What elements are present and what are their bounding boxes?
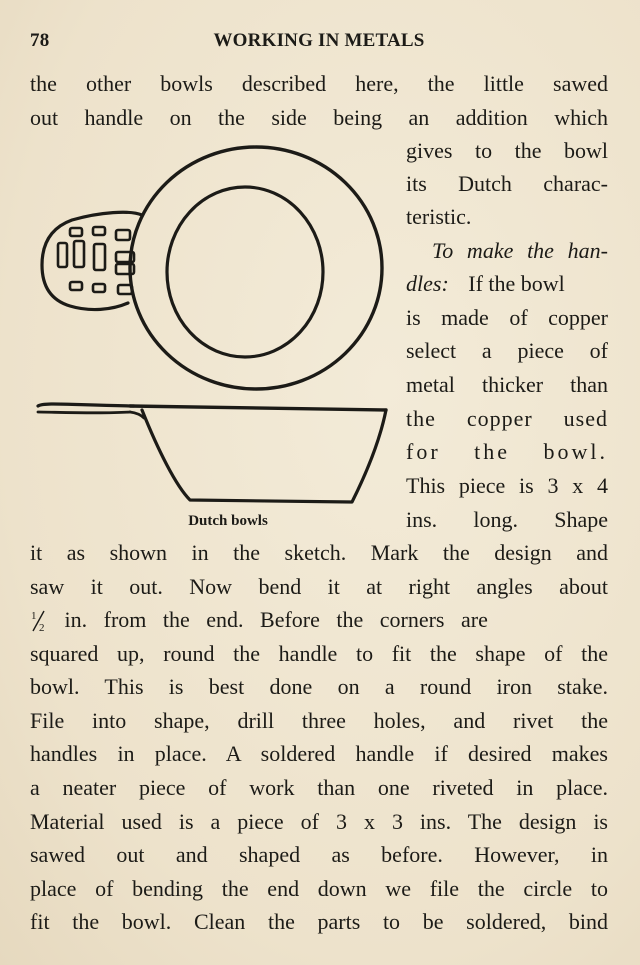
text-line: This piece is 3 x 4 (406, 473, 608, 498)
text-line: metal thicker than (406, 372, 608, 397)
text-line: handles in place. A soldered handle if desired makes (30, 741, 608, 766)
text-line: fit the bowl. Clean the parts to be soldered, bind (30, 909, 608, 934)
text-line: squared up, round the handle to fit the shape of the (30, 641, 608, 666)
one-half-fraction (30, 609, 48, 631)
text-line: for the bowl. (406, 439, 608, 464)
text-line: it as shown in the sketch. Mark the design and (30, 540, 608, 565)
text-line: the other bowls described here, the little sawed (30, 71, 608, 96)
text-line: gives to the bowl (406, 138, 608, 163)
text-line: Material used is a piece of 3 x 3 ins. The design is (30, 809, 608, 834)
text-line: its Dutch charac- (406, 171, 608, 196)
text-line (406, 267, 608, 300)
text-line: is made of copper (406, 305, 608, 330)
svg-text:2: 2 (39, 622, 45, 633)
running-title: WORKING IN METALS (213, 30, 425, 51)
text-line: File into shape, drill three holes, and rivet the (30, 708, 608, 733)
text-line: select a piece of (406, 338, 608, 363)
figure-caption: Dutch bowls (188, 513, 268, 529)
text-line: the copper used (406, 406, 608, 431)
text-line: bowl. This is best done on a round iron stake. (30, 674, 608, 699)
text-line: out handle on the side being an addition which (30, 105, 608, 130)
text-line: To make the han- (432, 238, 608, 263)
page-header (30, 30, 608, 56)
svg-text:1: 1 (31, 610, 37, 622)
italic-run: dles: (406, 271, 449, 296)
text-line: ins. long. Shape (406, 507, 608, 532)
text-run: in. from the end. Before the corners are (48, 607, 488, 632)
text-line (30, 603, 608, 636)
page-number: 78 (30, 30, 50, 51)
text-line: sawed out and shaped as before. However, in (30, 842, 608, 867)
text-line: place of bending the end down we file the circle to (30, 876, 608, 901)
text-run: If the bowl (462, 271, 565, 296)
text-line: saw it out. Now bend it at right angles about (30, 574, 608, 599)
dutch-bowls-illustration (30, 140, 392, 510)
text-line: a neater piece of work than one riveted in place. (30, 775, 608, 800)
text-line: teristic. (406, 204, 472, 229)
